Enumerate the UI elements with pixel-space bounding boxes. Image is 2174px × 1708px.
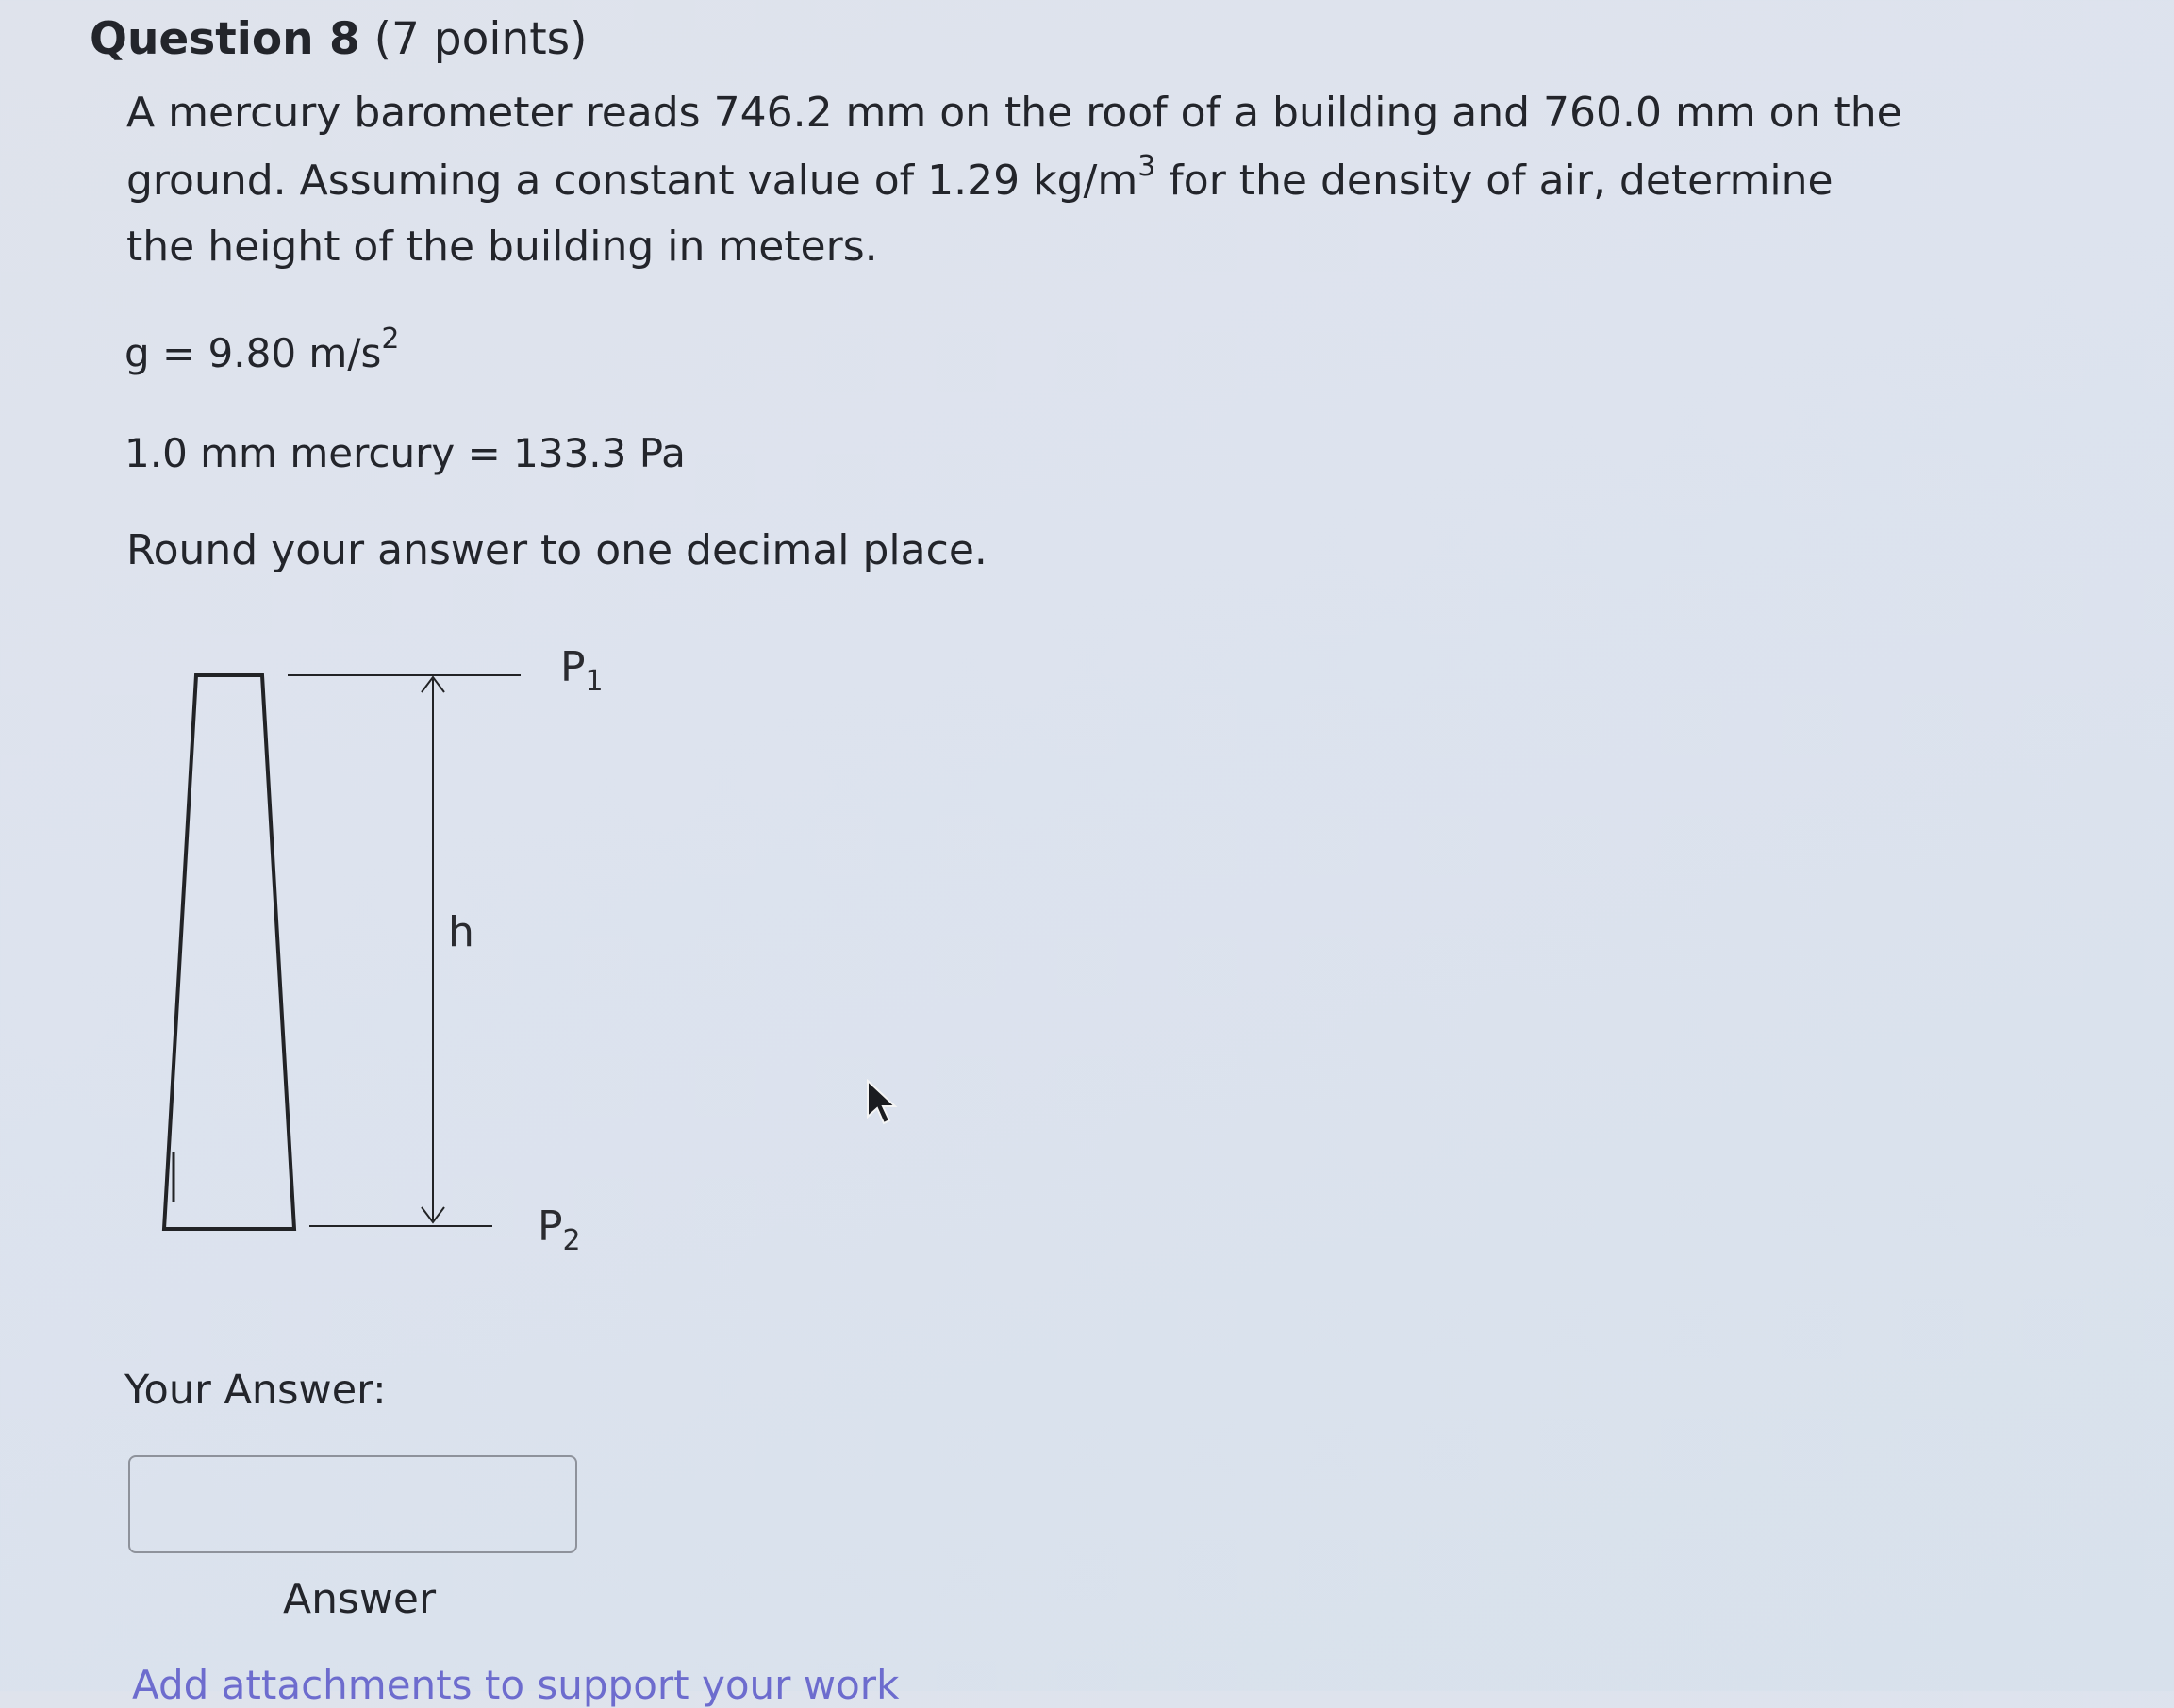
your-answer-label: Your Answer: [124,1367,387,1414]
question-text-superscript: 3 [1137,150,1156,183]
pressure-bottom-label [538,1202,581,1257]
question-text-line-2b: for the density of air, determine [1155,157,1834,205]
question-text-line-3: the height of the building in meters. [126,223,878,271]
arrow-up-icon [422,677,444,692]
question-number: Question 8 [90,13,360,65]
rounding-instruction: Round your answer to one decimal place. [126,526,987,574]
building-shape [164,675,294,1229]
question-title [90,13,588,65]
arrow-down-icon [422,1207,444,1222]
pressure-bottom-subscript: 2 [562,1224,581,1257]
question-text-line-2a: ground. Assuming a constant value of 1.29 kg/m [126,157,1138,205]
attachments-link[interactable]: Add attachments to support your work [132,1662,900,1708]
gravity-formula-exponent: 2 [381,323,400,356]
question-text-line-2 [126,147,1834,215]
question-text-line-1: A mercury barometer reads 746.2 mm on the roof of a building and 760.0 mm on the [126,89,1902,137]
mouse-pointer-icon [866,1079,898,1126]
pressure-top-subscript: 1 [585,665,604,698]
pressure-bottom-symbol: P [538,1202,563,1251]
conversion-formula: 1.0 mm mercury = 133.3 Pa [124,430,686,476]
pressure-top-label [560,643,604,698]
gravity-formula [124,323,400,376]
answer-input[interactable] [128,1455,577,1553]
answer-caption: Answer [283,1575,437,1623]
pressure-top-symbol: P [560,643,586,691]
gravity-formula-text: g = 9.80 m/s [124,330,382,376]
height-label: h [448,908,474,956]
question-points: (7 points) [373,13,588,65]
